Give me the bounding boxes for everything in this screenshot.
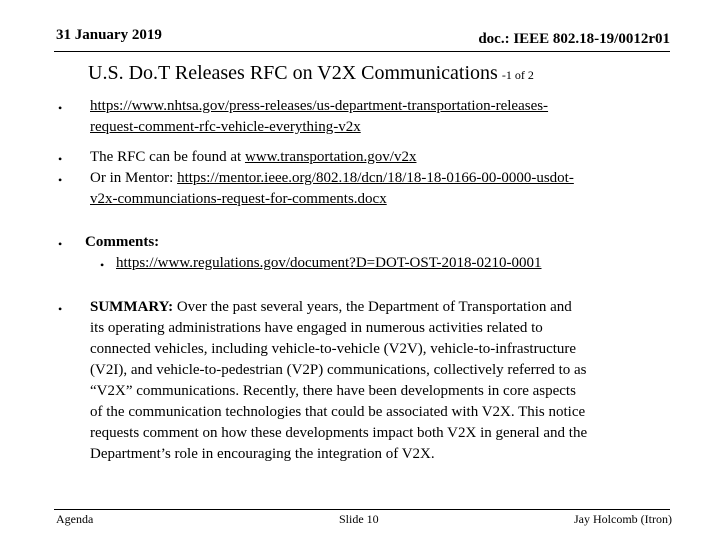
summary-line: of the communication technologies that could be associated with V2X. This notice [90,404,586,420]
bullet-dot: • [58,101,63,115]
summary-line: Department’s role in encouraging the integration of V2X. [90,446,435,462]
bullet-dot: • [58,302,63,316]
mentor-link-line2[interactable]: v2x-communciations-request-for-comments.docx [90,191,387,207]
summary-line: (V2I), and vehicle-to-pedestrian (V2P) communications, collectively referred to as [90,362,587,378]
summary-line: requests comment on how these developments impact both V2X in general and the [90,425,588,441]
bullet-regulations [116,253,542,274]
bullet-rfc-location [90,147,416,168]
bullet-dot: • [58,237,63,251]
summary-line: “V2X” communications. Recently, there have been developments in core aspects [90,383,576,399]
summary-paragraph [90,297,587,465]
footer-left: Agenda [56,512,94,526]
nhtsa-link[interactable] [90,98,548,135]
slide-title-main: U.S. Do.T Releases RFC on V2X Communications [88,62,498,84]
footer-slide-number: Slide 10 [339,512,379,526]
summary-line: Over the past several years, the Department of Transportation and [173,299,572,315]
header-date: 31 January 2019 [56,27,162,43]
header-divider [54,51,670,52]
bullet-dot: • [58,173,63,187]
regulations-gov-link[interactable]: https://www.regulations.gov/document?D=DOT-OST-2018-0210-0001 [116,255,542,271]
header-doc-id: doc.: IEEE 802.18-19/0012r01 [478,31,670,47]
bullet-mentor [90,168,574,210]
mentor-text: Or in Mentor: [90,170,178,186]
bullet-dot: • [58,152,63,166]
rfc-location-text: The RFC can be found at [90,149,245,165]
nhtsa-link-line1: https://www.nhtsa.gov/press-releases/us-department-transportation-releases- [90,98,549,114]
summary-line: connected vehicles, including vehicle-to-vehicle (V2V), vehicle-to-infrastructure [90,341,577,357]
summary-line: its operating administrations have engaged in numerous activities related to [90,320,543,336]
comments-label: Comments: [85,234,160,250]
transportation-gov-link[interactable]: www.transportation.gov/v2x [244,149,417,165]
summary-label: SUMMARY: [90,299,174,315]
footer-author: Jay Holcomb (Itron) [574,512,672,526]
bullet-nhtsa [90,96,548,138]
footer-divider [54,509,670,510]
sub-bullet-dot: • [100,258,105,272]
nhtsa-link-line2: request-comment-rfc-vehicle-everything-v2x [90,119,361,135]
slide-title [88,62,534,85]
mentor-link-line1[interactable]: https://mentor.ieee.org/802.18/dcn/18/18-18-0166-00-0000-usdot- [177,170,574,186]
slide-title-suffix: -1 of 2 [501,68,534,82]
